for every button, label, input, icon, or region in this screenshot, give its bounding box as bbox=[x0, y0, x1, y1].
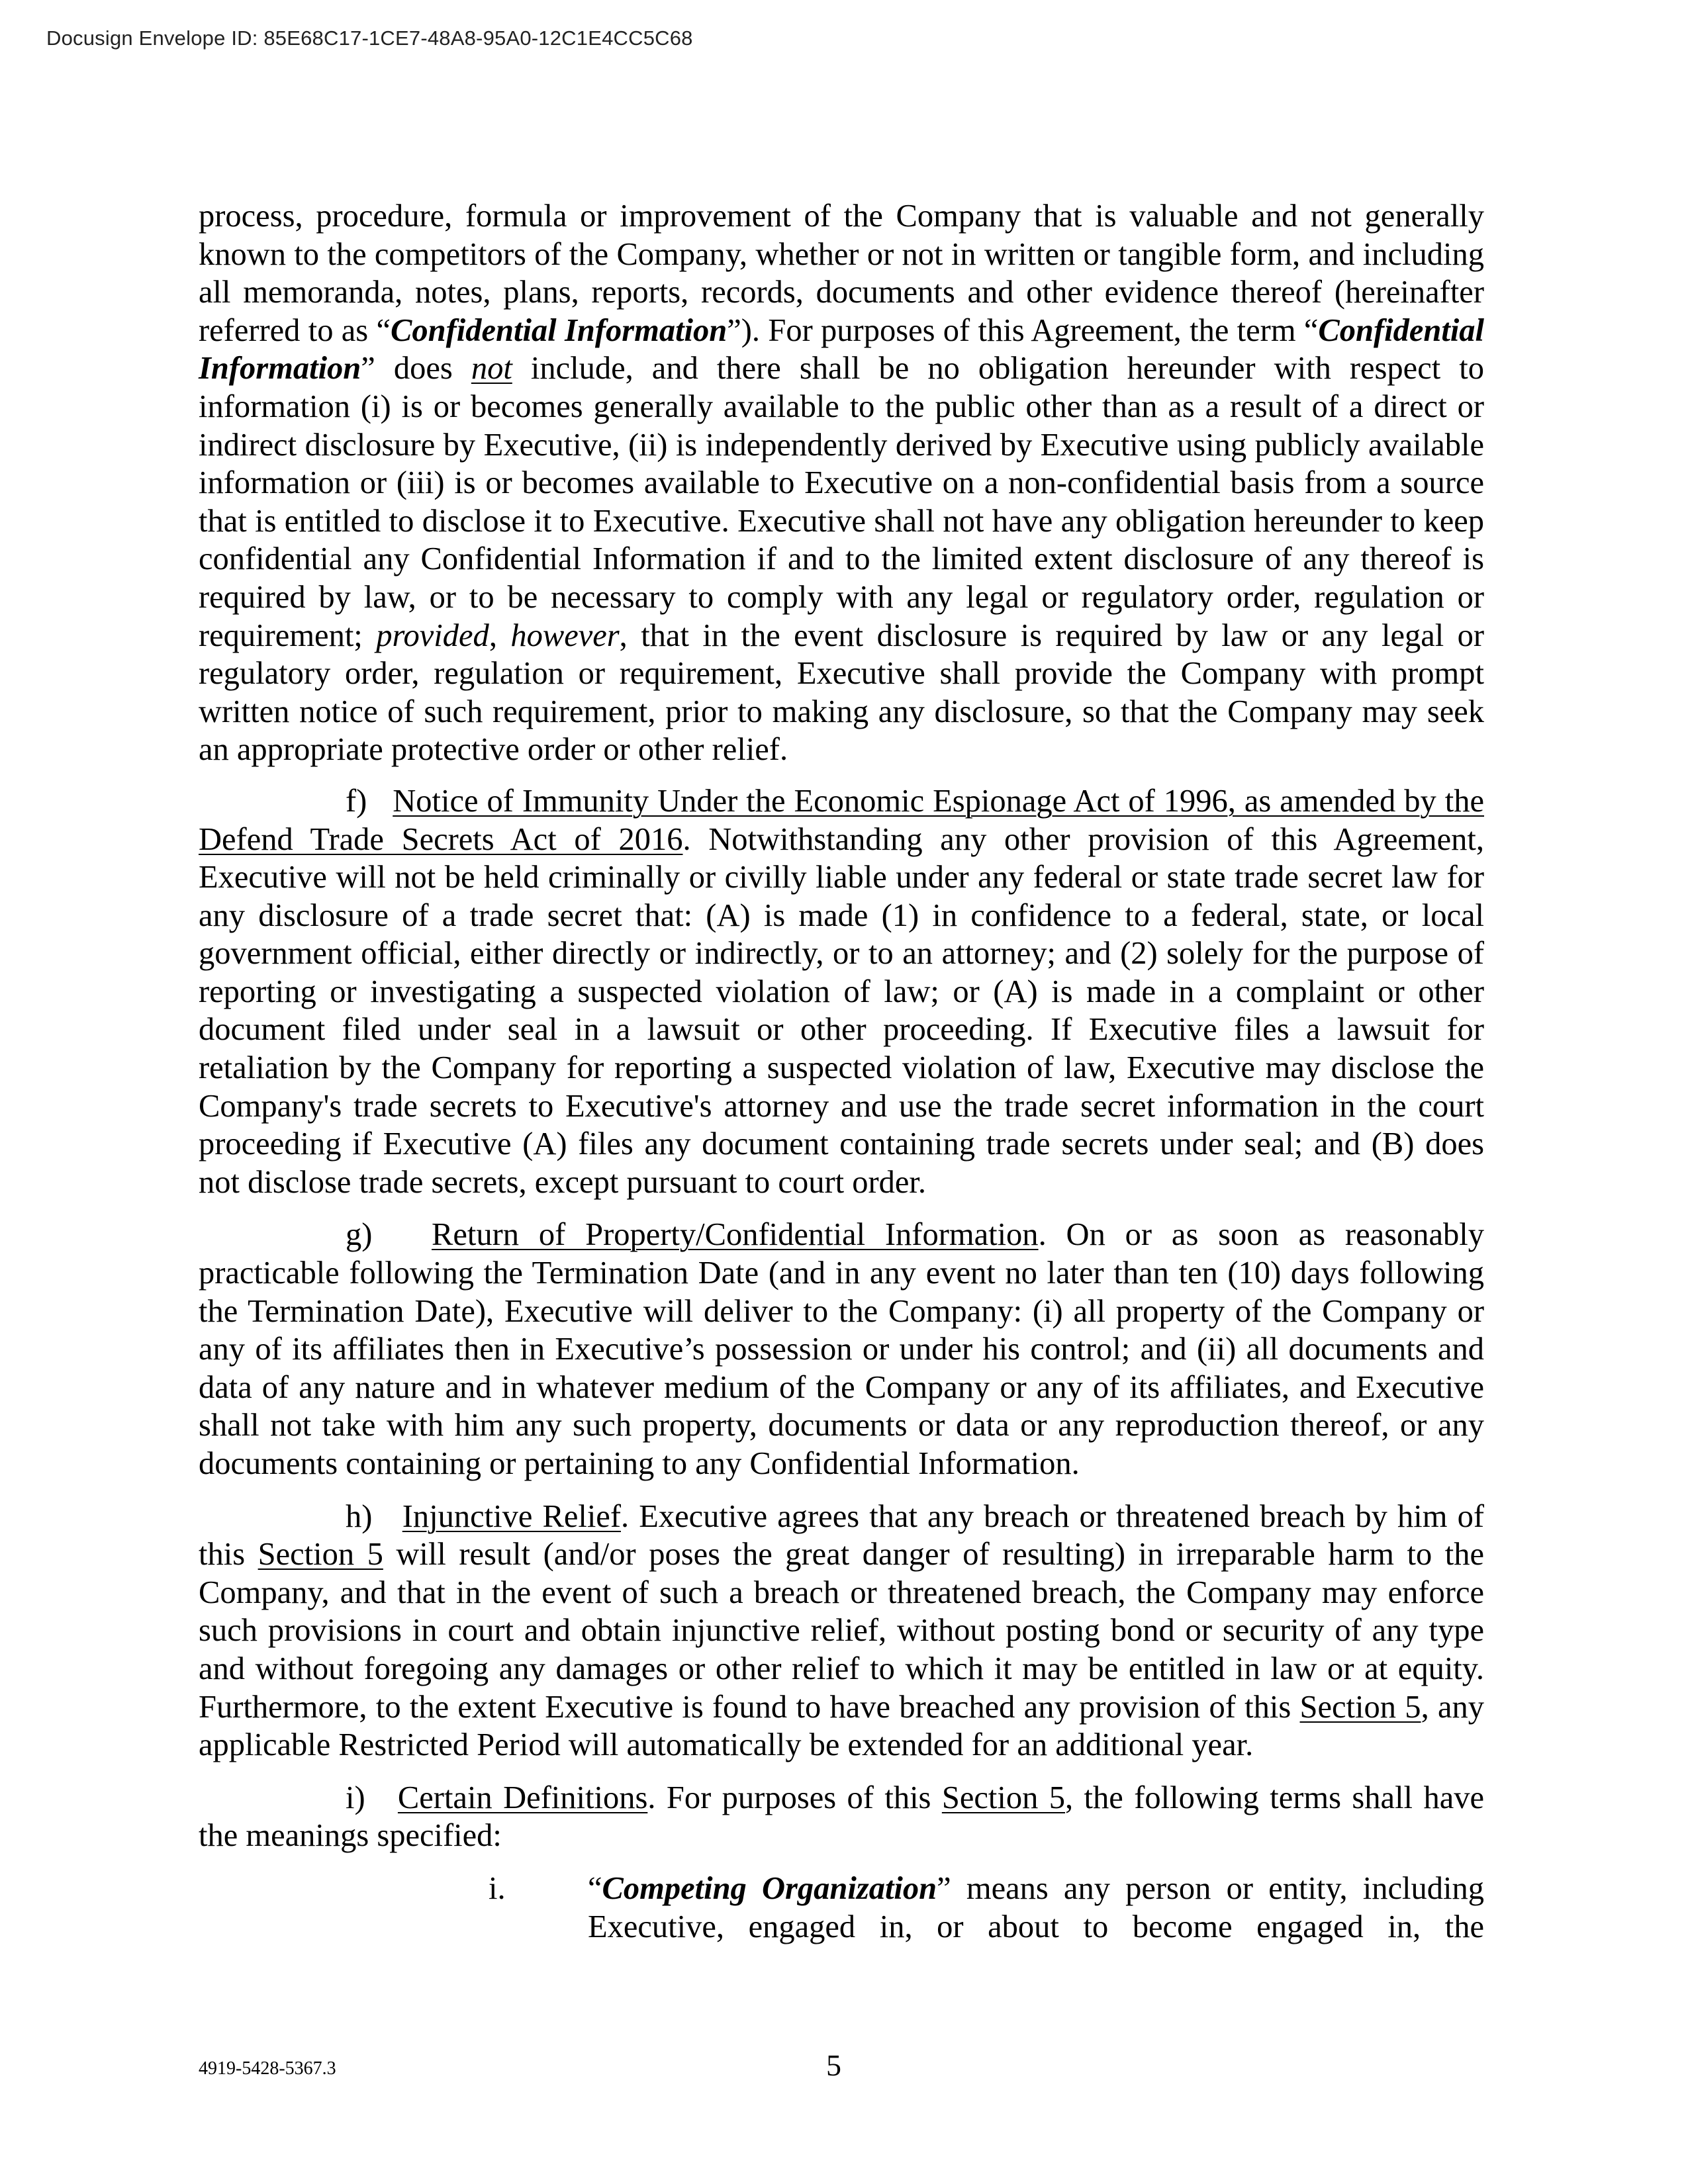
clause-text: . On or as soon as reasonably practicable following the Termination Date (and in any event no later than ten (10) days following the Termination Date), Executive will deliver to the Company: (i) all property of the Company or any of its affiliates then in Executive’s possession or under his control; and (ii) all documents and data of any nature and in whatever medium of the Company or any of its affiliates, and Executive shall not take with him any such property, documents or data or any reproduction thereof, or any documents containing or pertaining to any Confidential Information. bbox=[199, 1217, 1485, 1481]
paragraph-h-injunctive-relief bbox=[199, 1498, 1484, 1764]
paragraph-i-certain-definitions bbox=[199, 1779, 1484, 1855]
text-segment: , bbox=[489, 617, 511, 653]
clause-heading: Injunctive Relief bbox=[402, 1498, 621, 1534]
text-segment: include, and there shall be no obligation hereunder with respect to information (i) is or becomes generally available to the public other than as a result of a direct or indirect disclosure by Executive, (ii) is independently derived by Executive using publicly available information or (iii) is or becomes available to Executive on a non-confidential basis from a source that is entitled to disclose it to Executive. Executive shall not have any obligation hereunder to keep confidential any Confidential Information if and to the limited extent disclosure of any thereof is required by law, or to be necessary to comply with any legal or regulatory order, regulation or requirement; bbox=[199, 351, 1484, 653]
text-segment: ” means any person or entity, including Executive, engaged in, or about to become engaged in, the bbox=[588, 1870, 1484, 1944]
clause-label: h) bbox=[346, 1498, 373, 1534]
text-segment: , that in the event disclosure is required by law or any legal or regulatory order, regulation or requirement, Executive shall provide the Company with prompt written notice of such requirement, prior to making any disclosure, so that the Company may seek an appropriate protective order or other relief. bbox=[199, 617, 1485, 768]
clause-text: . Executive agrees that any breach or threatened breach by him of this bbox=[199, 1498, 1484, 1572]
defined-term: Confidential Information bbox=[391, 312, 727, 348]
definition-number: i. bbox=[489, 1870, 506, 1906]
defined-term: Confidential Information bbox=[199, 312, 1485, 387]
definition-text bbox=[588, 1870, 1484, 1946]
envelope-id-header: Docusign Envelope ID: 85E68C17-1CE7-48A8-95A0-12C1E4CC5C68 bbox=[46, 26, 693, 50]
text-segment: ” does bbox=[361, 351, 471, 387]
emphasis-however: however bbox=[510, 617, 620, 653]
definition-competing-organization bbox=[199, 1870, 1484, 1946]
clause-text: . Notwithstanding any other provision of this Agreement, Executive will not be held criminally or civilly liable under any federal or state trade secret law for any disclosure of a trade secret that: (A) is made (1) in confidence to a federal, state, or local government official, either directly or indirectly, or to an attorney; and (2) solely for the purpose of reporting or investigating a suspected violation of law; or (A) is made in a complaint or other document filed under seal in a lawsuit or other proceeding. If Executive files a lawsuit for retaliation by the Company for reporting a suspected violation of law, Executive may disclose the Company's trade secrets to Executive's attorney and use the trade secret information in the court proceeding if Executive (A) files any document containing trade secrets under seal; and (B) does not disclose trade secrets, except pursuant to court order. bbox=[199, 821, 1484, 1200]
clause-heading: Notice of Immunity Under the Economic Espionage Act of 1996, as amended by the Defend Trade Secrets Act of 2016 bbox=[199, 783, 1484, 857]
paragraph-g-return-of-property bbox=[199, 1216, 1484, 1482]
clause-text: , the following terms shall have the meanings specified: bbox=[199, 1780, 1484, 1854]
defined-term: Competing Organization bbox=[602, 1870, 937, 1906]
clause-text: . For purposes of this bbox=[647, 1780, 942, 1815]
emphasis-provided: provided bbox=[376, 617, 489, 653]
section-reference: Section 5 bbox=[1299, 1689, 1421, 1725]
clause-label: g) bbox=[346, 1217, 373, 1253]
clause-text: will result (and/or poses the great danger of resulting) in irreparable harm to the Company, and that in the event of such a breach or threatened breach, the Company may enforce such provisions in court and obtain injunctive relief, without posting bond or security of any type and without foregoing any damages or other relief to which it may be entitled in law or at equity. Furthermore, to the extent Executive is found to have breached any provision of this bbox=[199, 1537, 1484, 1725]
section-reference: Section 5 bbox=[258, 1537, 383, 1572]
paragraph-confidential-information bbox=[199, 197, 1484, 769]
text-segment: ”). For purposes of this Agreement, the term “ bbox=[727, 312, 1319, 348]
emphasis-not: not bbox=[471, 351, 512, 387]
clause-label: f) bbox=[346, 783, 367, 819]
text-segment: process, procedure, formula or improvement of the Company that is valuable and not generally known to the competitors of the Company, whether or not in written or tangible form, and including all memoranda, notes, plans, reports, records, documents and other evidence thereof (hereinafter referred to as “ bbox=[199, 199, 1484, 348]
clause-heading: Certain Definitions bbox=[397, 1780, 648, 1815]
clause-label: i) bbox=[346, 1780, 365, 1815]
section-reference: Section 5 bbox=[941, 1780, 1065, 1815]
text-segment: “ bbox=[588, 1870, 602, 1906]
clause-heading: Return of Property/Confidential Information bbox=[431, 1217, 1039, 1253]
paragraph-f-notice-of-immunity bbox=[199, 782, 1484, 1202]
document-body bbox=[199, 197, 1484, 1946]
definition-number-col bbox=[199, 1870, 588, 1946]
footer-document-id: 4919-5428-5367.3 bbox=[199, 2058, 336, 2079]
clause-text: , any applicable Restricted Period will automatically be extended for an additional year. bbox=[199, 1689, 1485, 1763]
page-number: 5 bbox=[826, 2048, 841, 2082]
